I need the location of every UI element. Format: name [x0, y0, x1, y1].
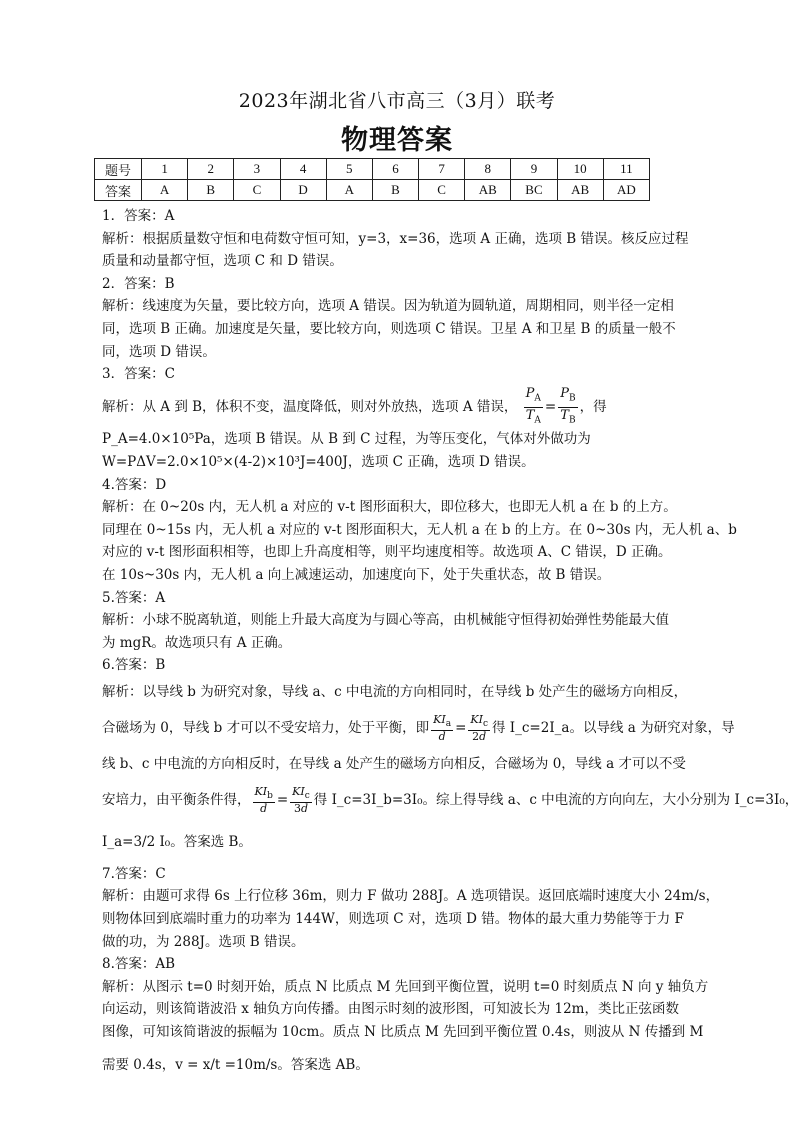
q7-line: 做的功，为 288J。选项 B 错误。: [102, 933, 305, 950]
table-row-label: 题号: [95, 159, 142, 180]
q6-line: 解析：以导线 b 为研究对象，导线 a、c 中电流的方向相同时，在导线 b 处产生的磁场方向相反，: [102, 683, 688, 700]
table-cell: 9: [511, 159, 557, 180]
q7-line: 则物体回到底端时重力的功率为 144W，则选项 C 对，选项 D 错。物体的最大重力势能等于力 F: [102, 911, 684, 928]
q6-line: 合磁场为 0，导线 b 才可以不受安培力，处于平衡，即 $\frac{KI_a}{d}$ = $\frac{KI_c}{2d}$ 得 I_c=2I_a。以导线 a 为研究对象，导: [102, 712, 735, 743]
q3-line: P_A=4.0×10⁵Pa，选项 B 错误。从 B 到 C 过程，为等压变化，气体对外做功为: [102, 431, 591, 448]
subject-title: 物理答案: [341, 125, 453, 156]
q3-heading: 3．答案：C: [102, 366, 175, 383]
q8-line: 向运动，则该简谐波沿 x 轴负方向传播。由图示时刻的波形图，可知波长为 12m，类比正弦函数: [102, 1001, 679, 1018]
table-cell: AB: [465, 180, 511, 201]
q4-line: 在 10s~30s 内，无人机 a 向上减速运动，加速度向下，处于失重状态，故 B 错误。: [102, 566, 611, 583]
table-cell: B: [372, 180, 418, 201]
table-cell: A: [142, 180, 188, 201]
table-cell: 5: [326, 159, 372, 180]
q7-line: 解析：由题可求得 6s 上行位移 36m，则力 F 做功 288J。A 选项错误。返回底端时速度大小 24m/s，: [102, 888, 720, 905]
q4-line: 同理在 0~15s 内，无人机 a 对应的 v-t 图形面积大，无人机 a 在 b 的上方。在 0~30s 内，无人机 a、b: [102, 521, 737, 538]
q8-heading: 8.答案：AB: [102, 956, 176, 973]
kia-over-d-formula: $\frac{KI_a}{d}$: [433, 712, 452, 743]
q2-heading: 2．答案：B: [102, 275, 175, 292]
table-cell: 1: [142, 159, 188, 180]
kib-over-d-formula: $\frac{KI_b}{d}$: [254, 784, 273, 815]
q6-text: 安培力，由平衡条件得，: [102, 791, 251, 808]
kic-over-3d-formula: $\frac{KI_c}{3d}$: [292, 784, 310, 815]
kic-over-2d-formula: $\frac{KI_c}{2d}$: [470, 712, 488, 743]
q1-line: 解析：根据质量数守恒和电荷数守恒可知，y=3，x=36，选项 A 正确，选项 B 错误。核反应过程: [102, 230, 689, 247]
pb-over-tb-formula: $\frac{P_B}{T_B}$: [560, 386, 576, 426]
q5-heading: 5.答案：A: [102, 589, 166, 606]
q1-heading: 1．答案：A: [102, 208, 175, 224]
q6-text: 得 I_c=2I_a。以导线 a 为研究对象，导: [492, 719, 735, 736]
q4-line: 对应的 v-t 图形面积相等，也即上升高度相等，则平均速度相等。故选项 A、C 错误，D 正确。: [102, 544, 672, 561]
q8-line: 图像，可知该简谐波的振幅为 10cm。质点 N 比质点 M 先回到平衡位置 0.4s，则波从 N 传播到 M: [102, 1024, 704, 1041]
table-cell: C: [234, 180, 280, 201]
q3-line: 解析：从 A 到 B，体积不变，温度降低，则对外放热，选项 A 错误， $\frac{P_A}{T_A}$ = $\frac{P_B}{T_B}$ ，得: [102, 386, 694, 429]
table-cell: 11: [603, 159, 649, 180]
q4-line: 解析：在 0~20s 内，无人机 a 对应的 v-t 图形面积大，即位移大，也即无人机 a 在 b 的上方。: [102, 499, 677, 516]
table-cell: 3: [234, 159, 280, 180]
answer-table-number-row: [95, 159, 650, 180]
table-cell: AD: [603, 180, 649, 201]
q6-heading: 6.答案：B: [102, 657, 166, 674]
q2-line: 同，选项 D 错误。: [102, 343, 216, 360]
q3-line: W=PΔV=2.0×10⁵×(4-2)×10³J=400J，选项 C 正确，选项 D 错误。: [102, 453, 535, 470]
q8-line: 解析：从图示 t=0 时刻开始，质点 N 比质点 M 先回到平衡位置，说明 t=0 时刻质点 N 向 y 轴负方: [102, 978, 709, 995]
table-cell: 8: [465, 159, 511, 180]
table-cell: 2: [188, 159, 234, 180]
table-cell: 4: [280, 159, 326, 180]
q6-text: 合磁场为 0，导线 b 才可以不受安培力，处于平衡，即: [102, 719, 430, 736]
q2-line: 同，选项 B 正确。加速度是矢量，要比较方向，则选项 C 错误。卫星 A 和卫星 B 的质量一般不: [102, 320, 676, 337]
table-cell: 10: [557, 159, 603, 180]
q6-line: 线 b、c 中电流的方向相反时，在导线 a 处产生的磁场方向相反，合磁场为 0，导线 a 才可以不受: [102, 755, 686, 772]
q5-line: 解析：小球不脱离轨道，则能上升最大高度为与圆心等高，由机械能守恒得初始弹性势能最大值: [102, 612, 669, 629]
q6-line: I_a=3/2 I₀。答案选 B。: [102, 833, 252, 850]
answer-table-answer-row: [95, 180, 650, 201]
table-cell: AB: [557, 180, 603, 201]
q3-text: ，得: [579, 398, 607, 415]
q3-text: 解析：从 A 到 B，体积不变，温度降低，则对外放热，选项 A 错误，: [102, 398, 518, 415]
solutions-body: [102, 205, 798, 1086]
table-cell: 7: [419, 159, 465, 180]
exam-title: 2023年湖北省八市高三（3月）联考: [238, 90, 556, 112]
table-cell: BC: [511, 180, 557, 201]
table-cell: B: [188, 180, 234, 201]
table-cell: D: [280, 180, 326, 201]
q2-line: 解析：线速度为矢量，要比较方向，选项 A 错误。因为轨道为圆轨道，周期相同，则半径一定相: [102, 298, 674, 315]
table-row-label: 答案: [95, 180, 142, 201]
table-cell: C: [419, 180, 465, 201]
q5-line: 为 mgR。故选项只有 A 正确。: [102, 634, 292, 651]
q7-heading: 7.答案：C: [102, 865, 166, 882]
q6-line: 安培力，由平衡条件得， $\frac{KI_b}{d}$ = $\frac{KI_c}{3d}$ 得 I_c=3I_b=3I₀。综上得导线 a、c 中电流的方向向左，大小分别为 I_c=3I₀，: [102, 784, 798, 815]
q4-heading: 4.答案：D: [102, 476, 167, 493]
q8-line: 需要 0.4s，v = x/t =10m/s。答案选 AB。: [102, 1056, 369, 1073]
q1-line: 质量和动量都守恒，选项 C 和 D 错误。: [102, 253, 343, 270]
answer-table: [94, 158, 650, 201]
pa-over-ta-formula: $\frac{P_A}{T_A}$: [525, 386, 541, 426]
table-cell: 6: [372, 159, 418, 180]
table-cell: A: [326, 180, 372, 201]
q6-text: 得 I_c=3I_b=3I₀。综上得导线 a、c 中电流的方向向左，大小分别为 I_c=3I₀，: [313, 791, 798, 808]
